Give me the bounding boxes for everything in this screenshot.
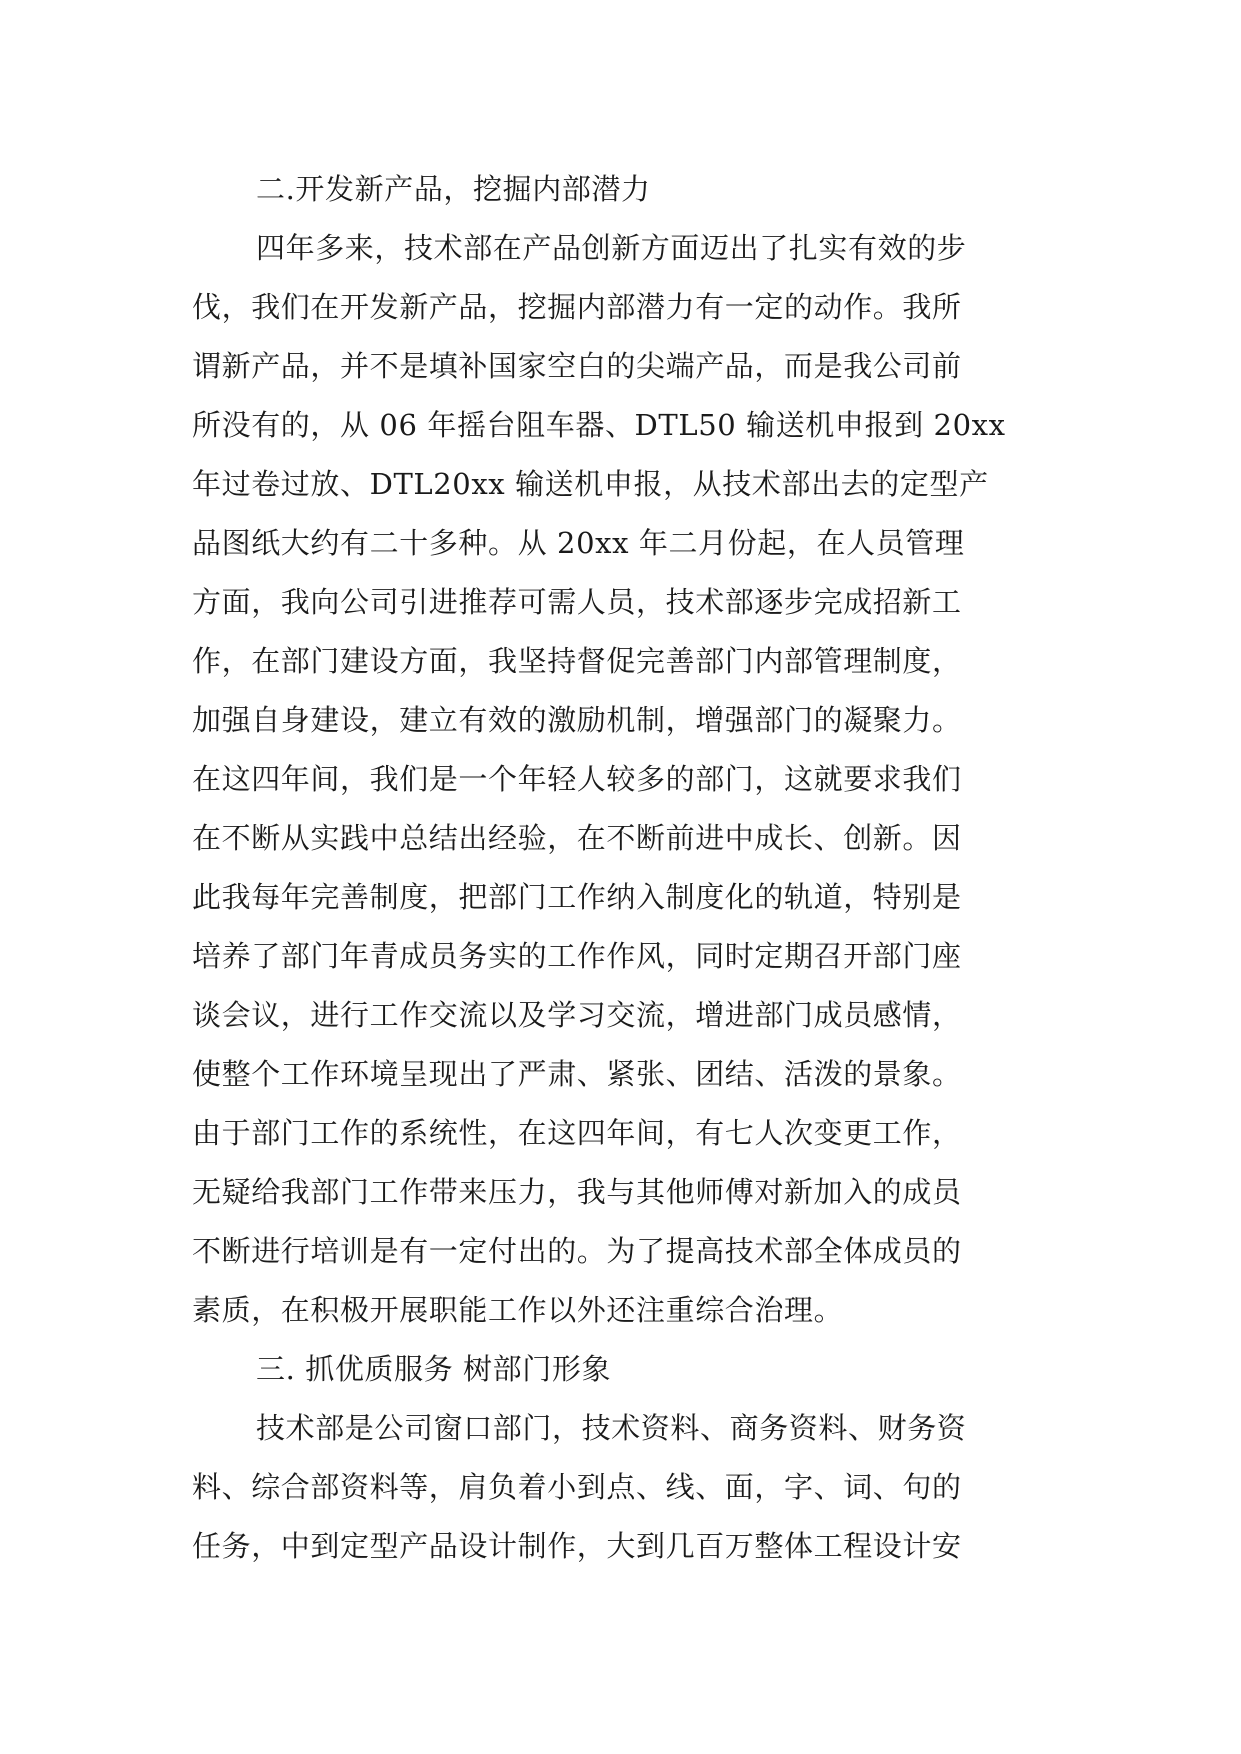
paragraph-line: 谈会议，进行工作交流以及学习交流，增进部门成员感情， <box>192 998 962 1032</box>
paragraph-line: 培养了部门年青成员务实的工作作风，同时定期召开部门座 <box>192 939 962 973</box>
document-body <box>192 160 1072 1576</box>
paragraph-line: 作，在部门建设方面，我坚持督促完善部门内部管理制度， <box>192 644 962 678</box>
paragraph-line: 在不断从实践中总结出经验，在不断前进中成长、创新。因 <box>192 821 962 855</box>
paragraph-line: 伐，我们在开发新产品，挖掘内部潜力有一定的动作。我所 <box>192 290 962 324</box>
paragraph-line: 此我每年完善制度，把部门工作纳入制度化的轨道，特别是 <box>192 880 962 914</box>
paragraph-line: 料、综合部资料等，肩负着小到点、线、面，字、词、句的 <box>192 1470 962 1504</box>
paragraph-line: 在这四年间，我们是一个年轻人较多的部门，这就要求我们 <box>192 762 962 796</box>
section-heading-3: 三. 抓优质服务 树部门形象 <box>256 1352 612 1386</box>
paragraph-line: 技术部是公司窗口部门，技术资料、商务资料、财务资 <box>256 1411 967 1445</box>
paragraph-line: 加强自身建设，建立有效的激励机制，增强部门的凝聚力。 <box>192 703 962 737</box>
paragraph-line: 谓新产品，并不是填补国家空白的尖端产品，而是我公司前 <box>192 349 962 383</box>
paragraph-line: 由于部门工作的系统性，在这四年间，有七人次变更工作， <box>192 1116 962 1150</box>
paragraph-line: 品图纸大约有二十多种。从 20xx 年二月份起，在人员管理 <box>192 526 965 560</box>
section-heading-2: 二.开发新产品，挖掘内部潜力 <box>256 172 651 206</box>
paragraph-line: 不断进行培训是有一定付出的。为了提高技术部全体成员的 <box>192 1234 962 1268</box>
paragraph-line: 使整个工作环境呈现出了严肃、紧张、团结、活泼的景象。 <box>192 1057 962 1091</box>
paragraph-line: 任务，中到定型产品设计制作，大到几百万整体工程设计安 <box>192 1529 962 1563</box>
paragraph-line: 方面，我向公司引进推荐可需人员，技术部逐步完成招新工 <box>192 585 962 619</box>
paragraph-line: 四年多来，技术部在产品创新方面迈出了扎实有效的步 <box>256 231 967 265</box>
paragraph-line: 素质，在积极开展职能工作以外还注重综合治理。 <box>192 1293 844 1327</box>
paragraph-line: 无疑给我部门工作带来压力，我与其他师傅对新加入的成员 <box>192 1175 962 1209</box>
paragraph-line: 所没有的，从 06 年摇台阻车器、DTL50 输送机申报到 20xx <box>192 408 1006 442</box>
paragraph-line: 年过卷过放、DTL20xx 输送机申报，从技术部出去的定型产 <box>192 467 989 501</box>
